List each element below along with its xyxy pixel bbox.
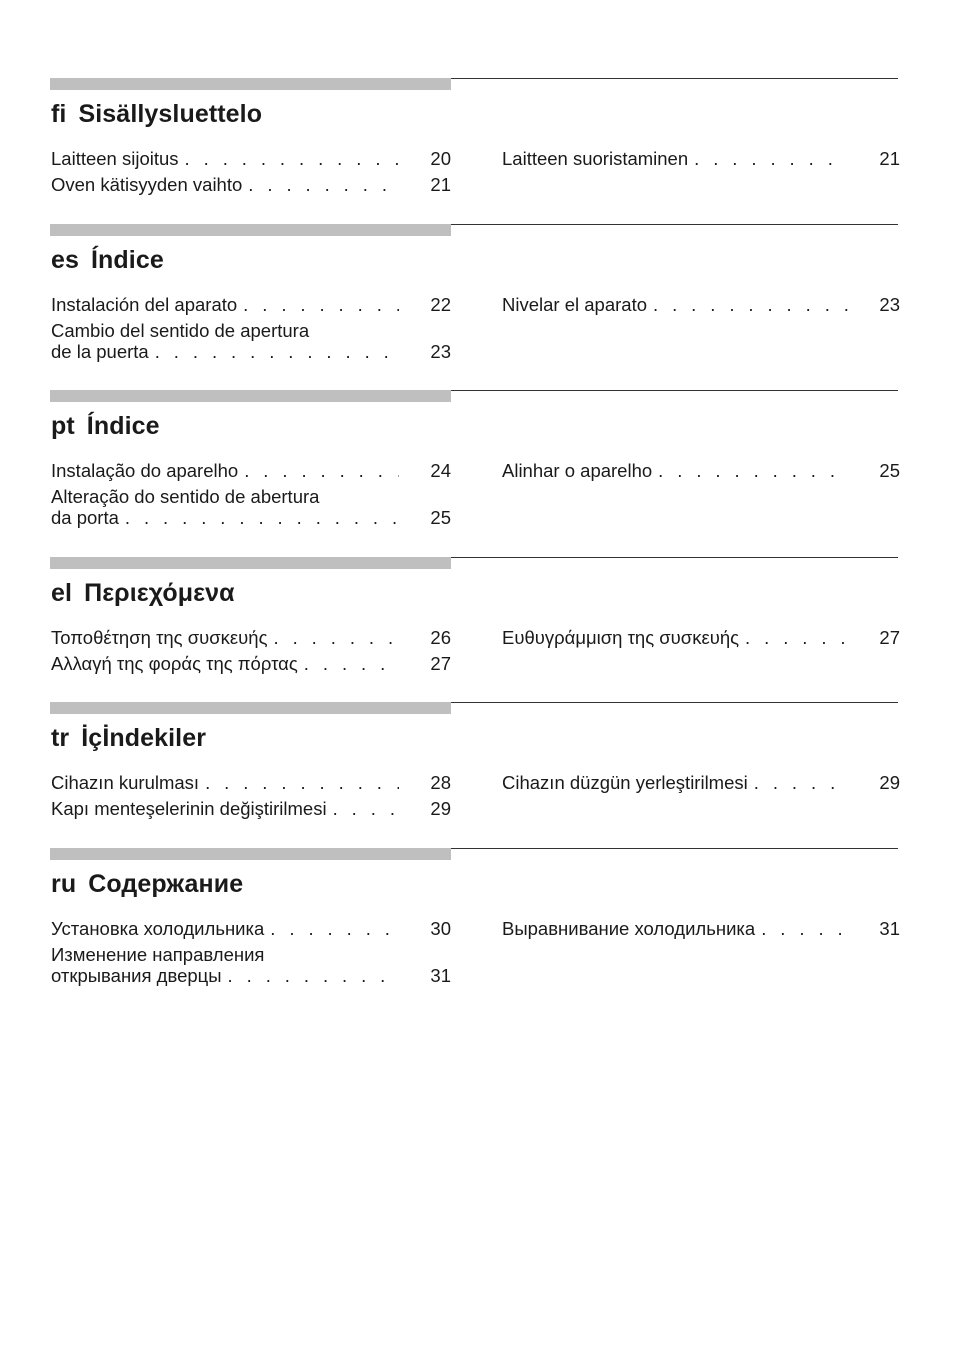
dot-leader bbox=[754, 772, 848, 793]
section-language-code: ru bbox=[51, 870, 77, 898]
toc-entry-title: de la puerta bbox=[51, 341, 149, 362]
toc-entry-page-number: 25 bbox=[879, 460, 900, 481]
toc-entry-row bbox=[51, 507, 451, 528]
dot-leader bbox=[185, 148, 399, 169]
toc-entry[interactable] bbox=[51, 460, 451, 481]
toc-entry-row bbox=[51, 174, 451, 195]
dot-leader bbox=[155, 341, 399, 362]
toc-entry[interactable] bbox=[51, 627, 451, 648]
toc-entry-title: Ευθυγράμμιση της συσκευής bbox=[502, 627, 740, 648]
toc-entry-page-number: 25 bbox=[430, 507, 451, 528]
section-language-code: fi bbox=[51, 100, 67, 128]
section-heading bbox=[51, 246, 164, 275]
toc-entry[interactable] bbox=[51, 320, 451, 362]
toc-entry-page-number: 24 bbox=[430, 460, 451, 481]
toc-entry-row bbox=[51, 294, 451, 315]
toc-entry[interactable] bbox=[502, 460, 900, 481]
section-heading bbox=[51, 870, 243, 899]
toc-column-left bbox=[51, 148, 451, 200]
dot-leader bbox=[248, 174, 399, 195]
toc-entry-title: Laitteen suoristaminen bbox=[502, 148, 689, 169]
toc-entry-row bbox=[51, 772, 451, 793]
toc-entry-page-number: 20 bbox=[430, 148, 451, 169]
toc-column-right bbox=[502, 460, 900, 486]
section-language-code: el bbox=[51, 579, 73, 607]
toc-entry[interactable] bbox=[51, 772, 451, 793]
toc-entry-title: Laitteen sijoitus bbox=[51, 148, 179, 169]
toc-entry-page-number: 23 bbox=[430, 341, 451, 362]
section-language-code: pt bbox=[51, 412, 75, 440]
toc-entry[interactable] bbox=[51, 486, 451, 528]
section-heading bbox=[51, 412, 160, 441]
toc-column-right bbox=[502, 294, 900, 320]
toc-entry-title: Nivelar el aparato bbox=[502, 294, 647, 315]
dot-leader bbox=[304, 653, 399, 674]
toc-entry-page-number: 22 bbox=[430, 294, 451, 315]
toc-entry-row bbox=[502, 627, 900, 648]
toc-entry-title: Oven kätisyyden vaihto bbox=[51, 174, 243, 195]
dot-leader bbox=[228, 965, 399, 986]
toc-entry-page-number: 29 bbox=[879, 772, 900, 793]
toc-entry-row bbox=[51, 965, 451, 986]
section-language-code: es bbox=[51, 246, 80, 274]
section-title: Sisällysluettelo bbox=[78, 100, 263, 128]
toc-entry[interactable] bbox=[51, 174, 451, 195]
section-heading bbox=[51, 100, 262, 129]
section-title: Índice bbox=[91, 246, 164, 274]
toc-entry-row bbox=[51, 798, 451, 819]
section-rule-bar bbox=[50, 702, 451, 714]
section-heading bbox=[51, 724, 206, 753]
toc-entry-title-line: Изменение направления bbox=[51, 944, 265, 965]
toc-entry-title: Kapı menteşelerinin değiştirilmesi bbox=[51, 798, 327, 819]
toc-column-right bbox=[502, 772, 900, 798]
toc-entry[interactable] bbox=[502, 772, 900, 793]
toc-entry-row bbox=[51, 653, 451, 674]
toc-entry-row bbox=[51, 627, 451, 648]
toc-entry[interactable] bbox=[51, 798, 451, 819]
toc-entry-title: Alinhar o aparelho bbox=[502, 460, 653, 481]
dot-leader bbox=[243, 294, 399, 315]
toc-entry-page-number: 29 bbox=[430, 798, 451, 819]
toc-entry-row bbox=[502, 460, 900, 481]
section-rule-bar bbox=[50, 78, 451, 90]
toc-entry-title: Αλλαγή της φοράς της πόρτας bbox=[51, 653, 298, 674]
toc-column-right bbox=[502, 918, 900, 944]
toc-entry-title: Instalación del aparato bbox=[51, 294, 238, 315]
toc-entry-title: Instalação do aparelho bbox=[51, 460, 239, 481]
toc-entry[interactable] bbox=[51, 653, 451, 674]
toc-entry-title: Cihazın düzgün yerleştirilmesi bbox=[502, 772, 748, 793]
section-title: Índice bbox=[86, 412, 160, 440]
dot-leader bbox=[205, 772, 399, 793]
section-rule-bar bbox=[50, 224, 451, 236]
toc-entry[interactable] bbox=[51, 918, 451, 939]
toc-entry-title-line: Cambio del sentido de apertura bbox=[51, 320, 310, 341]
section-language-code: tr bbox=[51, 724, 70, 752]
toc-entry[interactable] bbox=[502, 918, 900, 939]
toc-entry-page-number: 23 bbox=[879, 294, 900, 315]
dot-leader bbox=[270, 918, 399, 939]
toc-entry-row bbox=[502, 148, 900, 169]
toc-entry-page-number: 27 bbox=[430, 653, 451, 674]
toc-entry-row bbox=[502, 918, 900, 939]
toc-entry-page-number: 27 bbox=[879, 627, 900, 648]
toc-column-right bbox=[502, 148, 900, 174]
dot-leader bbox=[745, 627, 848, 648]
section-rule-bar bbox=[50, 557, 451, 569]
toc-entry[interactable] bbox=[51, 294, 451, 315]
dot-leader bbox=[653, 294, 848, 315]
toc-entry-title: Τοποθέτηση της συσκευής bbox=[51, 627, 268, 648]
toc-entry-page-number: 31 bbox=[430, 965, 451, 986]
toc-entry-page-number: 21 bbox=[430, 174, 451, 195]
section-rule-bar bbox=[50, 390, 451, 402]
toc-entry-row bbox=[502, 294, 900, 315]
toc-column-left bbox=[51, 772, 451, 824]
toc-entry-row bbox=[51, 460, 451, 481]
toc-column-left bbox=[51, 460, 451, 533]
dot-leader bbox=[274, 627, 400, 648]
toc-column-left bbox=[51, 627, 451, 679]
dot-leader bbox=[244, 460, 399, 481]
dot-leader bbox=[761, 918, 848, 939]
toc-entry-row bbox=[51, 918, 451, 939]
toc-entry-page-number: 28 bbox=[430, 772, 451, 793]
toc-entry[interactable] bbox=[502, 294, 900, 315]
toc-entry-title-line: Alteração do sentido de abertura bbox=[51, 486, 320, 507]
toc-entry[interactable] bbox=[502, 148, 900, 169]
toc-entry-page-number: 30 bbox=[430, 918, 451, 939]
toc-entry[interactable] bbox=[51, 944, 451, 986]
toc-entry-title: Установка холодильника bbox=[51, 918, 265, 939]
dot-leader bbox=[658, 460, 848, 481]
section-rule-bar bbox=[50, 848, 451, 860]
toc-entry-title: Cihazın kurulması bbox=[51, 772, 200, 793]
toc-entry-page-number: 26 bbox=[430, 627, 451, 648]
toc-column-left bbox=[51, 918, 451, 991]
toc-column-right bbox=[502, 627, 900, 653]
toc-entry[interactable] bbox=[502, 627, 900, 648]
toc-entry[interactable] bbox=[51, 148, 451, 169]
section-title: İçİndekiler bbox=[81, 724, 207, 752]
toc-entry-title: da porta bbox=[51, 507, 119, 528]
dot-leader bbox=[125, 507, 399, 528]
toc-column-left bbox=[51, 294, 451, 367]
dot-leader bbox=[333, 798, 399, 819]
toc-entry-row bbox=[51, 341, 451, 362]
toc-entry-row bbox=[51, 148, 451, 169]
section-heading bbox=[51, 579, 235, 608]
section-title: Содержание bbox=[88, 870, 244, 898]
section-title: Περιεχόμενα bbox=[84, 579, 235, 607]
toc-entry-title: Выравнивание холодильника bbox=[502, 918, 756, 939]
toc-entry-page-number: 21 bbox=[879, 148, 900, 169]
dot-leader bbox=[694, 148, 848, 169]
toc-entry-row bbox=[502, 772, 900, 793]
toc-entry-title: открывания дверцы bbox=[51, 965, 222, 986]
toc-entry-page-number: 31 bbox=[879, 918, 900, 939]
